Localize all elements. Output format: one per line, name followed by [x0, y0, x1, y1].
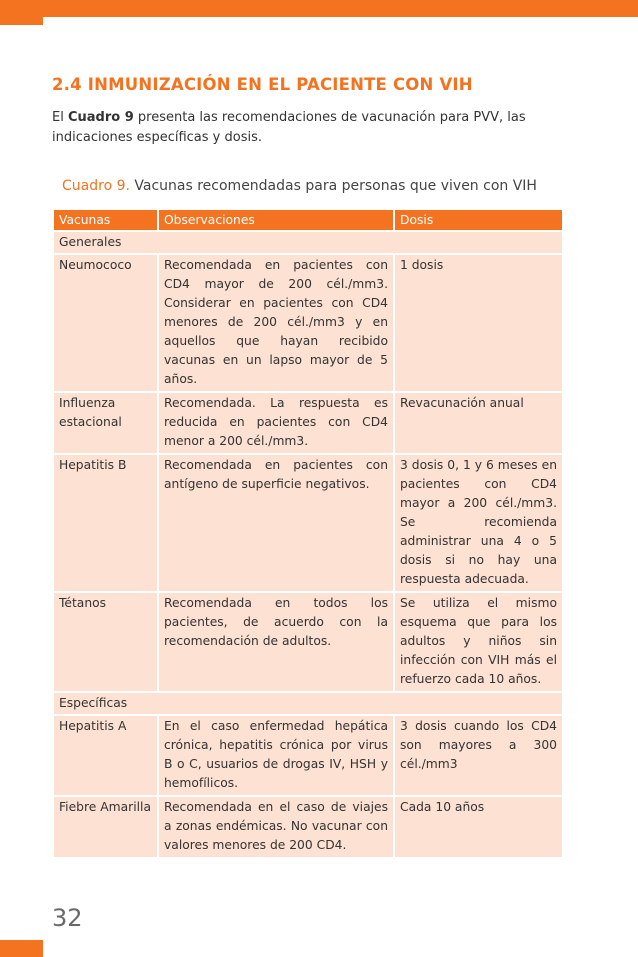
table-row [53, 592, 563, 692]
caption-text: Vacunas recomendadas para personas que viven con VIH [134, 178, 537, 194]
header-vacunas: Vacunas [53, 209, 158, 231]
vaccine-name: Tétanos [53, 592, 158, 692]
section-number: 2.4 [52, 75, 82, 94]
dose-cell: Se utiliza el mismo esquema que para los adultos y niños sin infección con VIH más el refuerzo cada 10 años. [394, 592, 563, 692]
section-row-generales [53, 231, 563, 254]
table-row [53, 392, 563, 454]
intro-text-start: El [52, 110, 68, 125]
vaccine-name: Fiebre Amarilla [53, 796, 158, 858]
observations-cell: Recomendada en pacientes con antígeno de superficie negativos. [158, 454, 394, 592]
dose-cell: Revacunación anual [394, 392, 563, 454]
table-caption [62, 178, 537, 194]
dose-cell: 1 dosis [394, 254, 563, 392]
table-header-row [53, 209, 563, 231]
section-row-especificas [53, 692, 563, 715]
section-label: Generales [53, 231, 563, 254]
table-row [53, 254, 563, 392]
intro-text-end: presenta las recomendaciones de vacunación para PVV, las indicaciones específicas y dosis. [52, 110, 526, 145]
vaccine-name: Hepatitis A [53, 715, 158, 796]
top-accent-tab [0, 17, 43, 25]
intro-paragraph [52, 108, 562, 148]
table-row [53, 796, 563, 858]
intro-table-reference: Cuadro 9 [67, 110, 134, 125]
caption-label: Cuadro 9. [62, 178, 130, 194]
header-observaciones: Observaciones [158, 209, 394, 231]
section-heading [52, 75, 473, 94]
vaccine-table [52, 208, 564, 859]
bottom-accent-tab [0, 940, 43, 957]
observations-cell: Recomendada en el caso de viajes a zonas endémicas. No vacunar con valores menores de 200 CD4. [158, 796, 394, 858]
observations-cell: Recomendada en todos los pacientes, de acuerdo con la recomendación de adultos. [158, 592, 394, 692]
dose-cell: 3 dosis 0, 1 y 6 meses en pacientes con CD4 mayor a 200 cél./mm3. Se recomienda administrar una 4 o 5 dosis si no hay una respuesta adecuada. [394, 454, 563, 592]
vaccine-name: Hepatitis B [53, 454, 158, 592]
section-label: Específicas [53, 692, 563, 715]
table-row [53, 715, 563, 796]
top-accent-bar [0, 0, 638, 17]
page-number: 32 [52, 904, 83, 932]
observations-cell: Recomendada. La respuesta es reducida en pacientes con CD4 menor a 200 cél./mm3. [158, 392, 394, 454]
observations-cell: En el caso enfermedad hepática crónica, hepatitis crónica por virus B o C, usuarios de drogas IV, HSH y hemofílicos. [158, 715, 394, 796]
dose-cell: 3 dosis cuando los CD4 son mayores a 300 cél./mm3 [394, 715, 563, 796]
table-row [53, 454, 563, 592]
vaccine-name: Neumococo [53, 254, 158, 392]
vaccine-name: Influenza estacional [53, 392, 158, 454]
header-dosis: Dosis [394, 209, 563, 231]
section-title: INMUNIZACIÓN EN EL PACIENTE CON VIH [87, 75, 473, 94]
observations-cell: Recomendada en pacientes con CD4 mayor de 200 cél./mm3. Considerar en pacientes con CD4 menores de 200 cél./mm3 y en aquellos que hayan recibido vacunas en un lapso mayor de 5 años. [158, 254, 394, 392]
dose-cell: Cada 10 años [394, 796, 563, 858]
